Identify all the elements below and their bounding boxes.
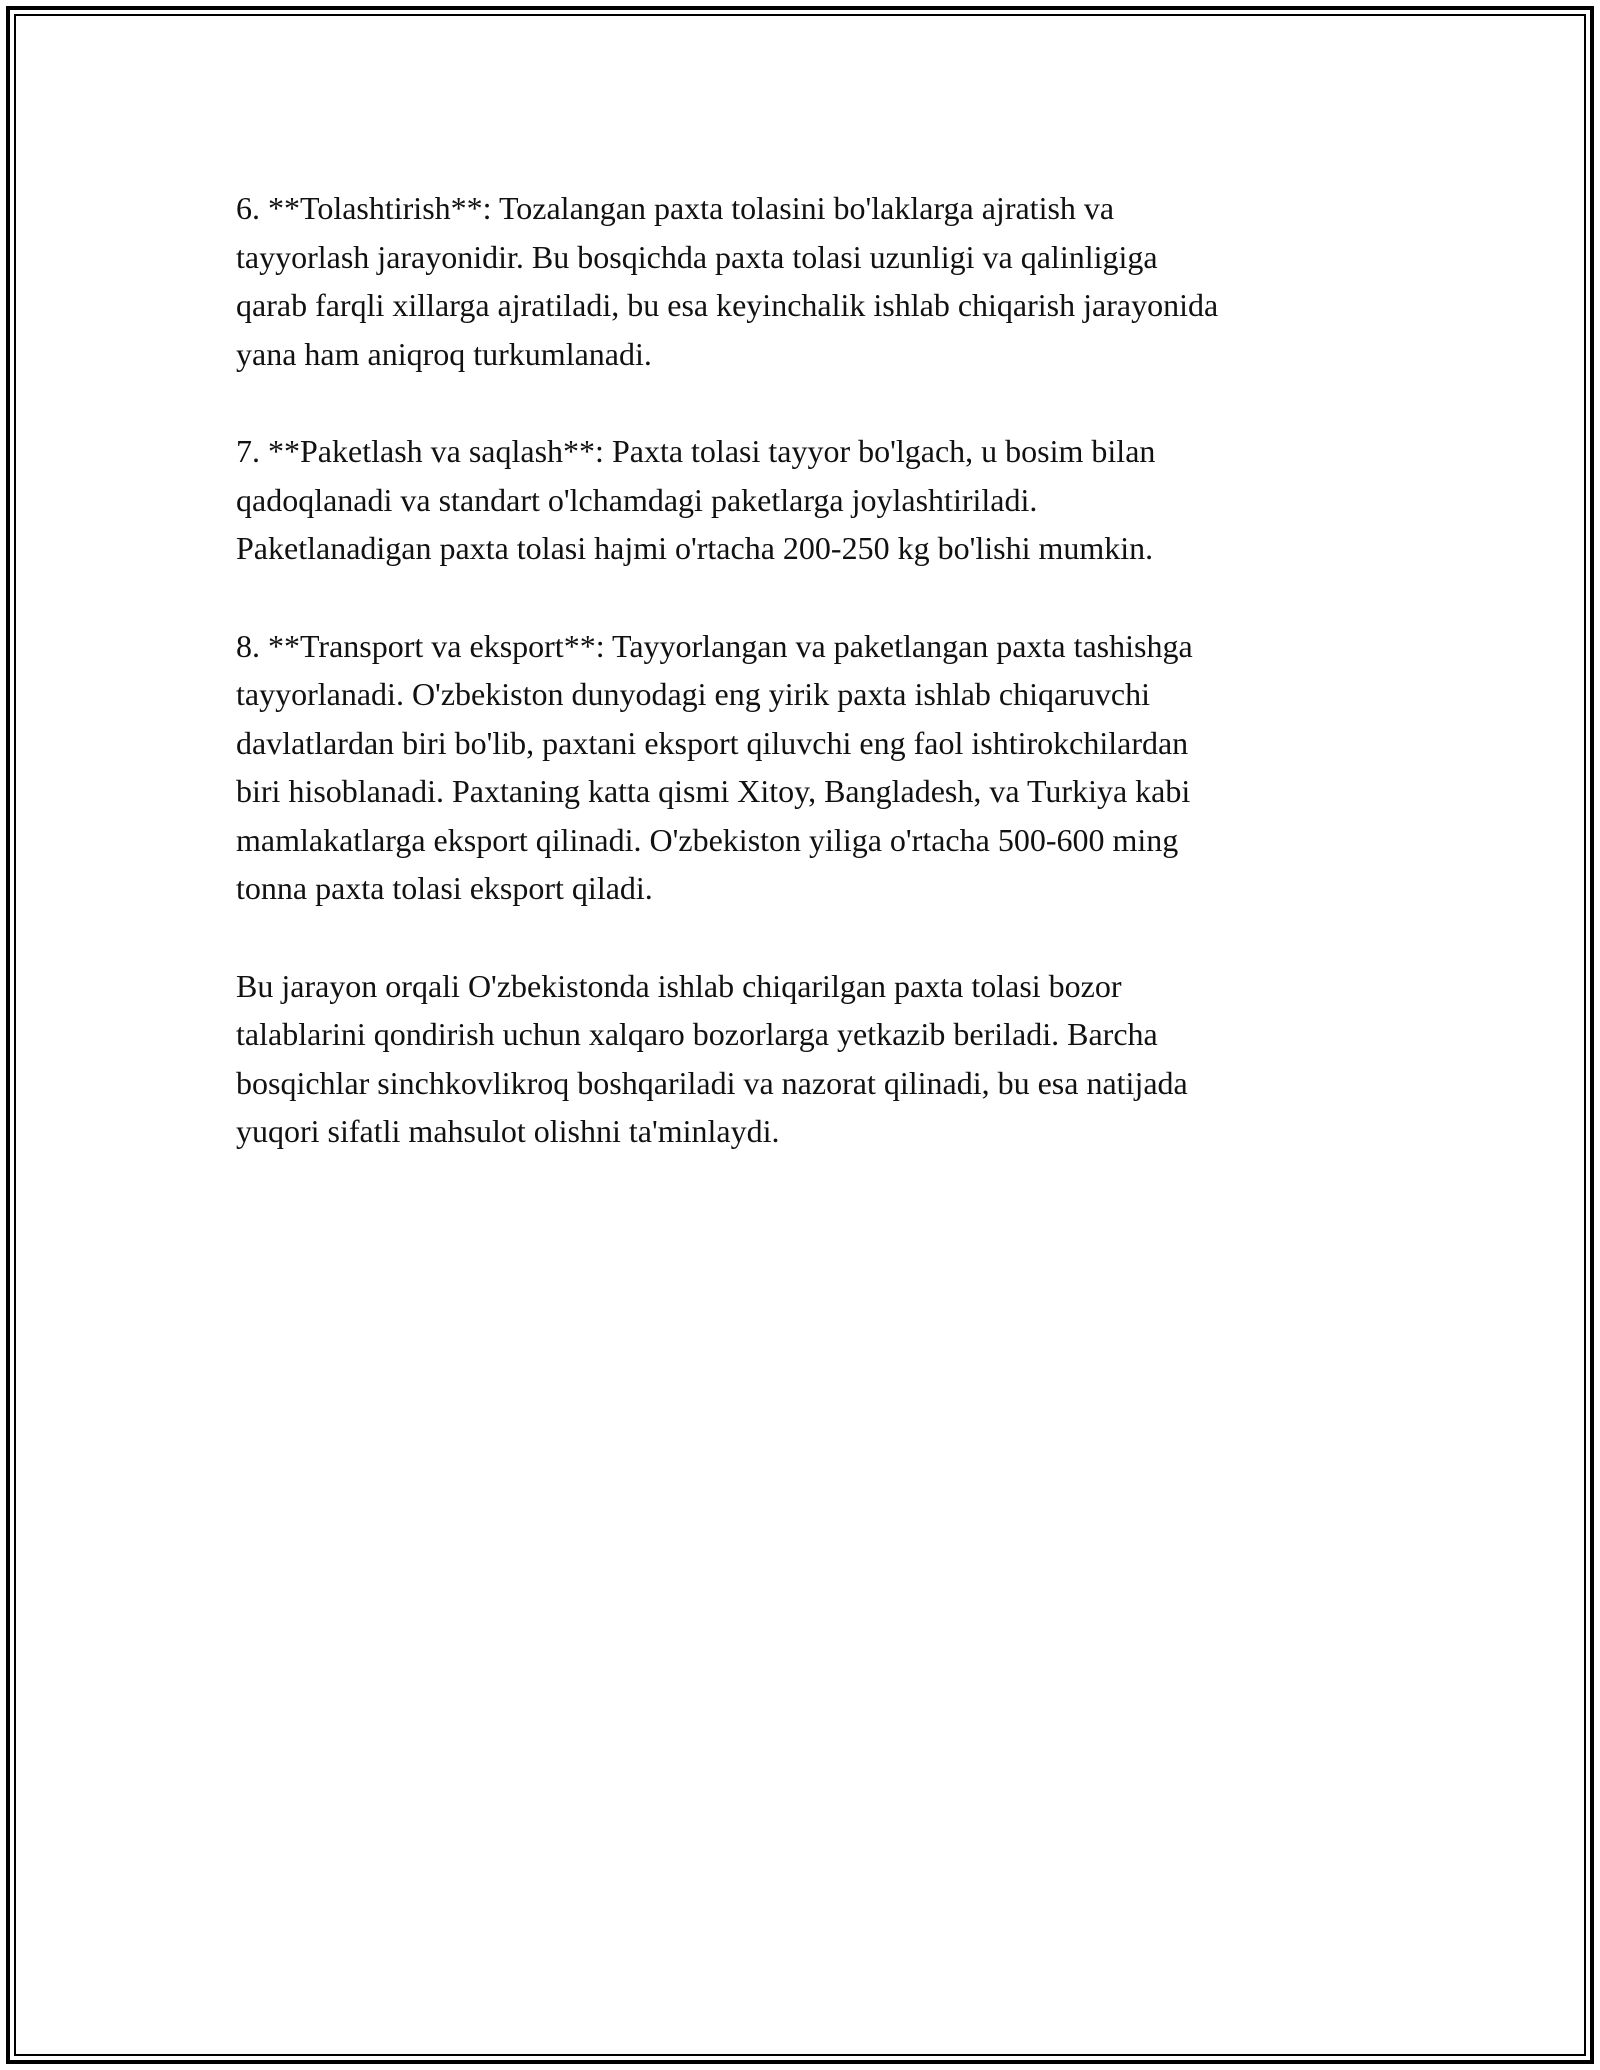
- text-line: mamlakatlarga eksport qilinadi. O'zbekiston yiliga o'rtacha 500-600 ming: [236, 821, 1179, 858]
- paragraph-paketlash: [236, 427, 1386, 573]
- text-line: yana ham aniqroq turkumlanadi.: [236, 335, 652, 372]
- text-line: biri hisoblanadi. Paxtaning katta qismi Xitoy, Bangladesh, va Turkiya kabi: [236, 773, 1191, 809]
- text-line: Bu jarayon orqali O'zbekistonda ishlab chiqarilgan paxta tolasi bozor: [236, 967, 1122, 1004]
- text-line: tayyorlanadi. O'zbekiston dunyodagi eng yirik paxta ishlab chiqaruvchi: [236, 676, 1150, 712]
- paragraph-tolashtirish: [236, 184, 1386, 378]
- document-body: [236, 184, 1386, 1205]
- text-line: 7. **Paketlash va saqlash**: Paxta tolasi tayyor bo'lgach, u bosim bilan: [236, 433, 1156, 469]
- paragraph-transport: [236, 622, 1386, 913]
- text-line: tonna paxta tolasi eksport qiladi.: [236, 870, 653, 906]
- text-line: qadoqlanadi va standart o'lchamdagi paketlarga joylashtiriladi.: [236, 481, 1038, 518]
- text-line: Paketlanadigan paxta tolasi hajmi o'rtacha 200-250 kg bo'lishi mumkin.: [236, 530, 1154, 566]
- paragraph-conclusion: [236, 962, 1386, 1156]
- text-line: davlatlardan biri bo'lib, paxtani eksport qiluvchi eng faol ishtirokchilardan: [236, 724, 1189, 761]
- text-line: tayyorlash jarayonidir. Bu bosqichda paxta tolasi uzunligi va qalinligiga: [236, 238, 1158, 275]
- text-line: qarab farqli xillarga ajratiladi, bu esa keyinchalik ishlab chiqarish jarayonida: [236, 287, 1219, 323]
- text-line: talablarini qondirish uchun xalqaro bozorlarga yetkazib beriladi. Barcha: [236, 1016, 1158, 1052]
- text-line: 8. **Transport va eksport**: Tayyorlangan va paketlangan paxta tashishga: [236, 627, 1193, 664]
- text-line: yuqori sifatli mahsulot olishni ta'minlaydi.: [236, 1113, 780, 1149]
- text-line: bosqichlar sinchkovlikroq boshqariladi va nazorat qilinadi, bu esa natijada: [236, 1064, 1188, 1101]
- text-line: 6. **Tolashtirish**: Tozalangan paxta tolasini bo'laklarga ajratish va: [236, 190, 1115, 226]
